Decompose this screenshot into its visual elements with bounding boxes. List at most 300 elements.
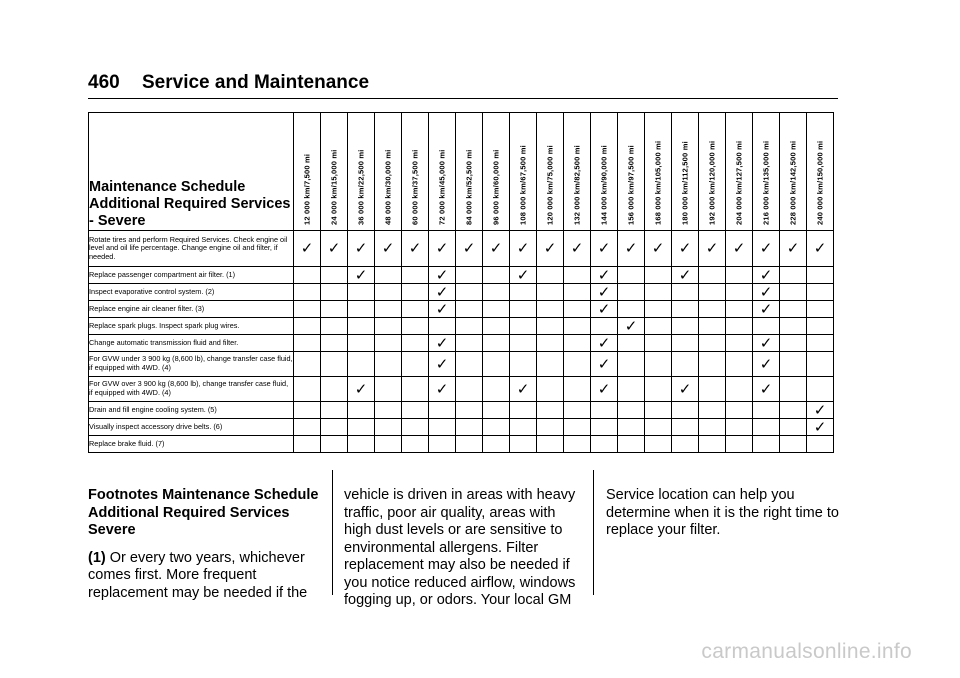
column-divider: [593, 470, 594, 595]
service-description: For GVW under 3 900 kg (8,600 lb), change transfer case fluid, if equipped with 4WD. (4): [89, 352, 294, 377]
checkmark-icon: ✓: [813, 401, 827, 419]
schedule-cell: [780, 284, 807, 301]
checkmark-icon: ✓: [813, 240, 827, 257]
interval-label: 12 000 km/7,500 mi: [302, 153, 312, 225]
schedule-cell: [321, 335, 348, 352]
schedule-cell: [672, 402, 699, 419]
schedule-cell: [645, 284, 672, 301]
checkmark-icon: ✓: [597, 355, 611, 373]
checkmark-icon: ✓: [381, 240, 395, 257]
checkmark-icon: ✓: [354, 240, 368, 257]
checkmark-icon: ✓: [624, 317, 638, 335]
schedule-cell: [483, 419, 510, 436]
schedule-cell: [726, 419, 753, 436]
footnotes-column-1: [88, 487, 320, 602]
schedule-cell: [510, 402, 537, 419]
schedule-cell: [645, 377, 672, 402]
checkmark-icon: ✓: [489, 240, 503, 257]
schedule-cell: [483, 352, 510, 377]
schedule-cell: [807, 267, 834, 284]
schedule-cell: [402, 402, 429, 419]
interval-header: [672, 113, 699, 231]
footnotes-column-3: [606, 487, 842, 540]
table-row: [89, 284, 834, 301]
interval-label: 168 000 km/105,000 mi: [653, 140, 663, 225]
interval-label: 240 000 km/150,000 mi: [815, 140, 825, 225]
interval-header: [510, 113, 537, 231]
schedule-cell: [537, 267, 564, 284]
schedule-cell: [456, 352, 483, 377]
schedule-cell: [321, 284, 348, 301]
schedule-cell: [321, 318, 348, 335]
schedule-cell: [672, 318, 699, 335]
schedule-cell: [321, 402, 348, 419]
schedule-cell: [510, 352, 537, 377]
table-row: [89, 335, 834, 352]
schedule-cell: [672, 436, 699, 453]
schedule-cell: [456, 335, 483, 352]
schedule-cell: [591, 402, 618, 419]
schedule-cell: [348, 335, 375, 352]
interval-label: 192 000 km/120,000 mi: [707, 140, 717, 225]
schedule-cell: [807, 352, 834, 377]
schedule-cell: [672, 377, 699, 402]
schedule-cell: [294, 436, 321, 453]
service-description: Replace passenger compartment air filter. (1): [89, 267, 294, 284]
schedule-cell: [483, 335, 510, 352]
schedule-cell: [537, 352, 564, 377]
schedule-cell: [564, 284, 591, 301]
schedule-cell: [591, 301, 618, 318]
schedule-cell: [456, 301, 483, 318]
checkmark-icon: ✓: [435, 283, 449, 301]
schedule-cell: [753, 377, 780, 402]
schedule-cell: [780, 402, 807, 419]
schedule-cell: [645, 231, 672, 267]
schedule-cell: [564, 402, 591, 419]
schedule-cell: [699, 436, 726, 453]
schedule-cell: [807, 231, 834, 267]
schedule-cell: [591, 419, 618, 436]
schedule-cell: [402, 318, 429, 335]
schedule-cell: [456, 318, 483, 335]
schedule-cell: [699, 335, 726, 352]
column-divider: [332, 470, 333, 595]
schedule-cell: [483, 267, 510, 284]
schedule-cell: [618, 318, 645, 335]
schedule-cell: [780, 436, 807, 453]
schedule-cell: [456, 377, 483, 402]
schedule-cell: [645, 318, 672, 335]
schedule-cell: [429, 318, 456, 335]
schedule-cell: [780, 267, 807, 284]
schedule-cell: [564, 267, 591, 284]
schedule-cell: [429, 419, 456, 436]
schedule-cell: [672, 231, 699, 267]
schedule-cell: [429, 377, 456, 402]
schedule-cell: [375, 335, 402, 352]
checkmark-icon: ✓: [732, 240, 746, 257]
interval-header: [726, 113, 753, 231]
schedule-cell: [321, 301, 348, 318]
schedule-cell: [699, 318, 726, 335]
schedule-cell: [591, 231, 618, 267]
schedule-cell: [510, 419, 537, 436]
footnote-1-body: Or every two years, whichever comes first. More frequent replacement may be needed if the: [88, 549, 308, 601]
schedule-cell: [294, 318, 321, 335]
schedule-cell: [699, 377, 726, 402]
schedule-cell: [618, 231, 645, 267]
service-description: For GVW over 3 900 kg (8,600 lb), change transfer case fluid, if equipped with 4WD. (4): [89, 377, 294, 402]
schedule-cell: [402, 352, 429, 377]
table-row: [89, 377, 834, 402]
schedule-cell: [807, 335, 834, 352]
schedule-cell: [375, 284, 402, 301]
schedule-cell: [618, 267, 645, 284]
checkmark-icon: ✓: [759, 355, 773, 373]
schedule-cell: [618, 419, 645, 436]
schedule-cell: [294, 419, 321, 436]
checkmark-icon: ✓: [435, 266, 449, 284]
schedule-cell: [780, 231, 807, 267]
schedule-cell: [402, 231, 429, 267]
checkmark-icon: ✓: [543, 240, 557, 257]
schedule-cell: [591, 284, 618, 301]
schedule-cell: [618, 436, 645, 453]
checkmark-icon: ✓: [786, 240, 800, 257]
schedule-cell: [375, 352, 402, 377]
schedule-cell: [348, 402, 375, 419]
schedule-cell: [456, 419, 483, 436]
schedule-cell: [483, 301, 510, 318]
schedule-cell: [699, 267, 726, 284]
interval-header: [807, 113, 834, 231]
schedule-cell: [348, 301, 375, 318]
schedule-cell: [699, 284, 726, 301]
schedule-cell: [699, 301, 726, 318]
schedule-cell: [753, 352, 780, 377]
interval-label: 36 000 km/22,500 mi: [356, 149, 366, 225]
page-header: [88, 70, 838, 99]
table-row: [89, 419, 834, 436]
schedule-cell: [780, 318, 807, 335]
schedule-cell: [537, 419, 564, 436]
schedule-cell: [753, 335, 780, 352]
schedule-cell: [375, 436, 402, 453]
service-description: Inspect evaporative control system. (2): [89, 284, 294, 301]
schedule-cell: [429, 436, 456, 453]
checkmark-icon: ✓: [435, 300, 449, 318]
maintenance-schedule-table: [88, 112, 834, 453]
schedule-cell: [753, 402, 780, 419]
schedule-cell: [456, 402, 483, 419]
schedule-cell: [807, 318, 834, 335]
table-row: [89, 231, 834, 267]
interval-header: [402, 113, 429, 231]
interval-header: [753, 113, 780, 231]
schedule-cell: [807, 402, 834, 419]
schedule-cell: [537, 231, 564, 267]
schedule-cell: [753, 301, 780, 318]
schedule-cell: [321, 267, 348, 284]
schedule-cell: [429, 231, 456, 267]
table-row: [89, 402, 834, 419]
interval-header: [591, 113, 618, 231]
footnotes-column-2: [344, 487, 578, 610]
checkmark-icon: ✓: [435, 240, 449, 257]
schedule-cell: [456, 436, 483, 453]
schedule-cell: [294, 402, 321, 419]
service-description: Replace spark plugs. Inspect spark plug wires.: [89, 318, 294, 335]
schedule-cell: [321, 436, 348, 453]
schedule-cell: [672, 335, 699, 352]
checkmark-icon: ✓: [327, 240, 341, 257]
schedule-cell: [645, 419, 672, 436]
service-description: Visually inspect accessory drive belts. (6): [89, 419, 294, 436]
schedule-cell: [672, 419, 699, 436]
interval-label: 108 000 km/67,500 mi: [518, 145, 528, 225]
schedule-cell: [483, 402, 510, 419]
schedule-cell: [429, 301, 456, 318]
schedule-cell: [294, 377, 321, 402]
checkmark-icon: ✓: [597, 334, 611, 352]
schedule-cell: [753, 419, 780, 436]
schedule-cell: [429, 284, 456, 301]
checkmark-icon: ✓: [435, 334, 449, 352]
service-description: Rotate tires and perform Required Services. Check engine oil level and oil life percentage. Change engine oil and filter, if needed.: [89, 231, 294, 267]
interval-label: 72 000 km/45,000 mi: [437, 149, 447, 225]
checkmark-icon: ✓: [597, 300, 611, 318]
schedule-cell: [294, 231, 321, 267]
footnote-1-marker: (1): [88, 549, 106, 566]
schedule-cell: [753, 436, 780, 453]
schedule-cell: [537, 377, 564, 402]
schedule-cell: [321, 352, 348, 377]
schedule-cell: [429, 352, 456, 377]
checkmark-icon: ✓: [597, 380, 611, 398]
schedule-cell: [618, 301, 645, 318]
checkmark-icon: ✓: [462, 240, 476, 257]
checkmark-icon: ✓: [759, 300, 773, 318]
schedule-cell: [753, 284, 780, 301]
schedule-cell: [375, 301, 402, 318]
interval-header: [537, 113, 564, 231]
schedule-cell: [294, 267, 321, 284]
checkmark-icon: ✓: [759, 283, 773, 301]
table-row: [89, 436, 834, 453]
schedule-cell: [672, 352, 699, 377]
interval-header: [375, 113, 402, 231]
table-row: [89, 318, 834, 335]
schedule-cell: [537, 318, 564, 335]
schedule-cell: [780, 352, 807, 377]
checkmark-icon: ✓: [624, 240, 638, 257]
schedule-cell: [726, 301, 753, 318]
checkmark-icon: ✓: [705, 240, 719, 257]
schedule-cell: [510, 335, 537, 352]
schedule-cell: [591, 267, 618, 284]
schedule-cell: [348, 318, 375, 335]
interval-header: [348, 113, 375, 231]
schedule-cell: [618, 284, 645, 301]
interval-label: 204 000 km/127,500 mi: [734, 140, 744, 225]
schedule-cell: [402, 267, 429, 284]
schedule-cell: [591, 377, 618, 402]
checkmark-icon: ✓: [678, 266, 692, 284]
schedule-cell: [726, 318, 753, 335]
schedule-cell: [564, 301, 591, 318]
checkmark-icon: ✓: [759, 334, 773, 352]
table-row: [89, 267, 834, 284]
checkmark-icon: ✓: [354, 266, 368, 284]
interval-header: [294, 113, 321, 231]
schedule-cell: [753, 267, 780, 284]
footnotes-heading: Footnotes Maintenance Schedule Additional Required Services Severe: [88, 487, 319, 538]
interval-header: [699, 113, 726, 231]
schedule-cell: [321, 377, 348, 402]
interval-label: 48 000 km/30,000 mi: [383, 149, 393, 225]
interval-label: 144 000 km/90,000 mi: [599, 145, 609, 225]
schedule-cell: [564, 419, 591, 436]
schedule-cell: [645, 335, 672, 352]
schedule-cell: [537, 436, 564, 453]
schedule-cell: [780, 335, 807, 352]
schedule-cell: [645, 301, 672, 318]
checkmark-icon: ✓: [300, 240, 314, 257]
schedule-cell: [618, 402, 645, 419]
checkmark-icon: ✓: [354, 380, 368, 398]
schedule-cell: [645, 352, 672, 377]
schedule-cell: [564, 436, 591, 453]
schedule-cell: [510, 436, 537, 453]
schedule-cell: [564, 377, 591, 402]
schedule-cell: [780, 419, 807, 436]
schedule-cell: [564, 231, 591, 267]
checkmark-icon: ✓: [813, 418, 827, 436]
schedule-cell: [483, 436, 510, 453]
schedule-cell: [591, 436, 618, 453]
schedule-cell: [402, 377, 429, 402]
page-number: 460: [88, 72, 120, 93]
schedule-cell: [807, 419, 834, 436]
schedule-cell: [726, 335, 753, 352]
schedule-cell: [699, 231, 726, 267]
checkmark-icon: ✓: [516, 266, 530, 284]
checkmark-icon: ✓: [678, 240, 692, 257]
schedule-cell: [753, 318, 780, 335]
schedule-cell: [348, 436, 375, 453]
schedule-cell: [564, 352, 591, 377]
schedule-cell: [456, 284, 483, 301]
interval-label: 96 000 km/60,000 mi: [491, 149, 501, 225]
schedule-cell: [726, 402, 753, 419]
schedule-cell: [672, 301, 699, 318]
schedule-cell: [672, 267, 699, 284]
checkmark-icon: ✓: [759, 380, 773, 398]
schedule-cell: [321, 231, 348, 267]
schedule-cell: [672, 284, 699, 301]
schedule-cell: [375, 231, 402, 267]
schedule-cell: [510, 318, 537, 335]
table-header-row: [89, 113, 834, 231]
schedule-cell: [564, 318, 591, 335]
schedule-cell: [726, 284, 753, 301]
schedule-cell: [375, 377, 402, 402]
schedule-cell: [402, 301, 429, 318]
schedule-cell: [294, 301, 321, 318]
schedule-cell: [348, 267, 375, 284]
schedule-cell: [375, 267, 402, 284]
schedule-cell: [537, 335, 564, 352]
schedule-cell: [402, 419, 429, 436]
interval-label: 228 000 km/142,500 mi: [788, 140, 798, 225]
interval-label: 180 000 km/112,500 mi: [680, 141, 690, 225]
interval-label: 24 000 km/15,000 mi: [329, 149, 339, 225]
interval-label: 132 000 km/82,500 mi: [572, 145, 582, 225]
schedule-cell: [726, 377, 753, 402]
schedule-cell: [348, 419, 375, 436]
schedule-cell: [348, 231, 375, 267]
interval-header: [429, 113, 456, 231]
schedule-cell: [807, 284, 834, 301]
schedule-cell: [510, 267, 537, 284]
schedule-cell: [294, 352, 321, 377]
schedule-cell: [753, 231, 780, 267]
schedule-cell: [807, 301, 834, 318]
interval-header: [780, 113, 807, 231]
schedule-cell: [375, 419, 402, 436]
checkmark-icon: ✓: [597, 240, 611, 257]
schedule-cell: [510, 377, 537, 402]
checkmark-icon: ✓: [516, 240, 530, 257]
schedule-cell: [483, 284, 510, 301]
schedule-cell: [294, 284, 321, 301]
interval-header: [564, 113, 591, 231]
schedule-cell: [483, 231, 510, 267]
schedule-cell: [510, 301, 537, 318]
interval-header: [483, 113, 510, 231]
service-description: Replace engine air cleaner filter. (3): [89, 301, 294, 318]
table-row: [89, 301, 834, 318]
schedule-cell: [510, 231, 537, 267]
service-description: Change automatic transmission fluid and filter.: [89, 335, 294, 352]
schedule-cell: [699, 402, 726, 419]
table-title: Maintenance Schedule Additional Required Services - Severe: [89, 113, 294, 231]
checkmark-icon: ✓: [759, 266, 773, 284]
schedule-cell: [618, 335, 645, 352]
schedule-cell: [348, 284, 375, 301]
schedule-cell: [726, 352, 753, 377]
schedule-cell: [456, 231, 483, 267]
checkmark-icon: ✓: [570, 240, 584, 257]
watermark: carmanualsonline.info: [701, 640, 912, 663]
schedule-cell: [807, 436, 834, 453]
checkmark-icon: ✓: [678, 380, 692, 398]
checkmark-icon: ✓: [516, 380, 530, 398]
interval-header: [456, 113, 483, 231]
schedule-cell: [402, 284, 429, 301]
checkmark-icon: ✓: [651, 240, 665, 257]
schedule-cell: [645, 436, 672, 453]
interval-label: 156 000 km/97,500 mi: [626, 145, 636, 225]
checkmark-icon: ✓: [435, 380, 449, 398]
schedule-cell: [429, 335, 456, 352]
schedule-cell: [510, 284, 537, 301]
schedule-cell: [780, 301, 807, 318]
schedule-cell: [699, 419, 726, 436]
schedule-cell: [807, 377, 834, 402]
schedule-cell: [537, 301, 564, 318]
